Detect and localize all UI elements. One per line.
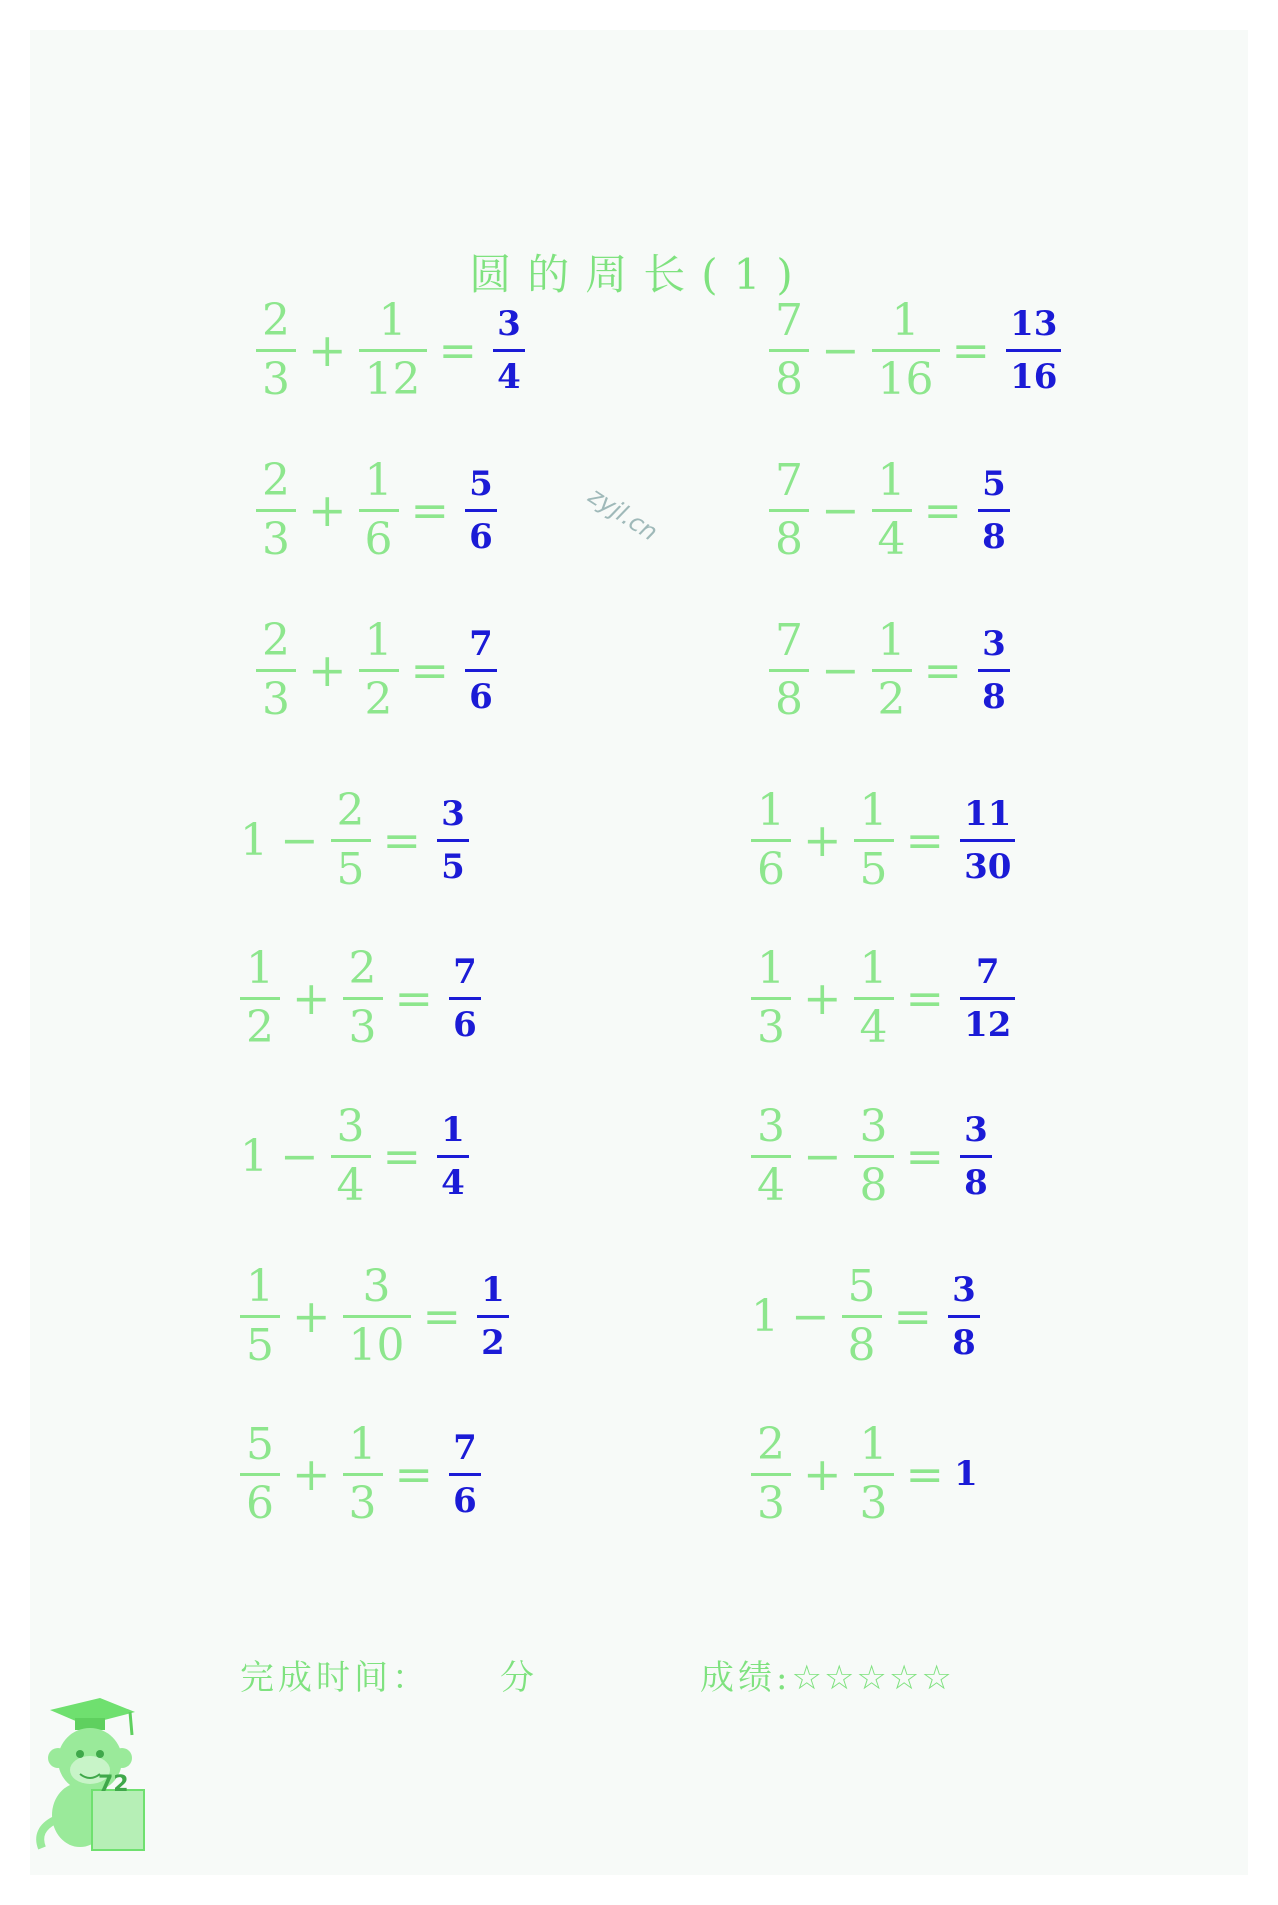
handwritten-answer xyxy=(449,1427,481,1521)
fraction xyxy=(256,294,296,405)
numerator: 3 xyxy=(362,1260,391,1312)
denominator: 5 xyxy=(240,1315,280,1368)
handwritten-answer xyxy=(465,623,497,717)
equation-row xyxy=(747,780,1015,900)
denominator: 12 xyxy=(960,997,1015,1042)
fraction xyxy=(343,1418,383,1529)
numerator: 2 xyxy=(348,942,377,994)
handwritten-answer xyxy=(978,463,1010,557)
operator: = xyxy=(893,1289,933,1343)
numerator: 13 xyxy=(1010,303,1058,344)
numerator: 1 xyxy=(757,784,785,836)
operator: − xyxy=(821,483,860,537)
fraction xyxy=(854,1418,894,1529)
operator: + xyxy=(803,1447,842,1501)
equation-row xyxy=(765,610,1010,730)
numerator: 1 xyxy=(481,1269,505,1310)
handwritten-answer xyxy=(948,1269,980,1363)
numerator: 7 xyxy=(775,614,803,666)
handwritten-answer xyxy=(960,1109,992,1203)
numerator: 1 xyxy=(441,1109,465,1150)
whole-number: 1 xyxy=(240,814,268,866)
operator: = xyxy=(905,1447,945,1501)
handwritten-answer xyxy=(1006,303,1061,397)
fraction xyxy=(359,454,399,565)
denominator: 3 xyxy=(751,997,791,1050)
fraction xyxy=(769,454,809,565)
numerator: 3 xyxy=(497,303,521,344)
operator: = xyxy=(923,483,963,537)
numerator: 2 xyxy=(262,614,290,666)
numerator: 7 xyxy=(975,951,1000,992)
fraction xyxy=(751,784,791,895)
denominator: 5 xyxy=(854,839,894,892)
fraction xyxy=(343,942,383,1053)
denominator: 4 xyxy=(872,509,912,562)
page-title: 圆的周长(1) xyxy=(469,250,809,299)
denominator: 8 xyxy=(960,1155,992,1200)
whole-number: 1 xyxy=(751,1290,779,1342)
whole-number: 1 xyxy=(240,1130,268,1182)
numerator: 2 xyxy=(262,454,290,506)
numerator: 1 xyxy=(348,1418,377,1470)
equation-row xyxy=(747,1414,978,1534)
denominator: 8 xyxy=(842,1315,882,1368)
handwritten-answer xyxy=(477,1269,509,1363)
minutes-label: 分 xyxy=(500,1658,538,1698)
denominator: 10 xyxy=(343,1315,411,1368)
denominator: 2 xyxy=(872,669,912,722)
denominator: 4 xyxy=(493,349,525,394)
numerator: 7 xyxy=(453,1427,477,1468)
denominator: 6 xyxy=(465,509,497,554)
denominator: 4 xyxy=(437,1155,469,1200)
operator: = xyxy=(951,323,991,377)
equation-row xyxy=(747,938,1015,1058)
fraction xyxy=(842,1260,882,1371)
denominator: 8 xyxy=(769,349,809,402)
equation-row xyxy=(236,1256,509,1376)
operator: = xyxy=(410,483,450,537)
monkey-mascot-icon xyxy=(30,1690,150,1855)
equation-row xyxy=(747,1256,980,1376)
page-number: 72 xyxy=(98,1772,129,1797)
operator: + xyxy=(308,643,347,697)
numerator: 5 xyxy=(847,1260,876,1312)
operator: + xyxy=(292,971,331,1025)
numerator: 1 xyxy=(891,294,920,346)
equation-row xyxy=(252,450,497,570)
fraction xyxy=(854,1100,894,1211)
fraction xyxy=(256,614,296,725)
fraction xyxy=(854,784,894,895)
equation-row xyxy=(765,290,1061,410)
numerator: 11 xyxy=(964,793,1012,834)
equation-row xyxy=(236,938,481,1058)
numerator: 3 xyxy=(859,1100,888,1152)
denominator: 8 xyxy=(978,669,1010,714)
numerator: 1 xyxy=(859,942,888,994)
denominator: 12 xyxy=(359,349,427,402)
denominator: 6 xyxy=(465,669,497,714)
handwritten-answer xyxy=(978,623,1010,717)
denominator: 3 xyxy=(256,509,296,562)
fraction xyxy=(854,942,894,1053)
operator: − xyxy=(280,813,319,867)
equation-row xyxy=(252,610,497,730)
numerator: 2 xyxy=(336,784,365,836)
denominator: 2 xyxy=(359,669,399,722)
fraction xyxy=(240,1418,280,1529)
operator: = xyxy=(422,1289,462,1343)
fraction xyxy=(240,942,280,1053)
score-field xyxy=(700,1650,954,1699)
denominator: 5 xyxy=(331,839,371,892)
operator: = xyxy=(394,971,434,1025)
fraction xyxy=(872,614,912,725)
operator: − xyxy=(821,643,860,697)
handwritten-answer xyxy=(465,463,497,557)
denominator: 6 xyxy=(449,997,481,1042)
fraction xyxy=(751,1100,791,1211)
numerator: 3 xyxy=(964,1109,988,1150)
denominator: 8 xyxy=(769,509,809,562)
denominator: 3 xyxy=(256,669,296,722)
fraction xyxy=(872,294,940,405)
score-label: 成绩: xyxy=(700,1658,792,1698)
watermark-text: zyjl.cn xyxy=(583,481,663,547)
denominator: 8 xyxy=(854,1155,894,1208)
numerator: 2 xyxy=(757,1418,785,1470)
fraction xyxy=(769,294,809,405)
operator: = xyxy=(382,1129,422,1183)
denominator: 3 xyxy=(343,1473,383,1526)
operator: + xyxy=(308,483,347,537)
equation-row xyxy=(765,450,1010,570)
denominator: 30 xyxy=(960,839,1015,884)
operator: = xyxy=(905,971,945,1025)
operator: = xyxy=(410,643,450,697)
numerator: 3 xyxy=(336,1100,365,1152)
denominator: 3 xyxy=(256,349,296,402)
operator: + xyxy=(308,323,347,377)
operator: − xyxy=(803,1129,842,1183)
denominator: 8 xyxy=(948,1315,980,1360)
equation-row xyxy=(236,780,469,900)
denominator: 3 xyxy=(343,997,383,1050)
operator: = xyxy=(438,323,478,377)
denominator: 2 xyxy=(240,997,280,1050)
operator: = xyxy=(394,1447,434,1501)
denominator: 5 xyxy=(437,839,469,884)
numerator: 1 xyxy=(246,1260,274,1312)
numerator: 1 xyxy=(364,454,393,506)
operator: + xyxy=(803,971,842,1025)
handwritten-answer xyxy=(449,951,481,1045)
handwritten-answer xyxy=(960,793,1015,887)
numerator: 3 xyxy=(441,793,465,834)
denominator: 8 xyxy=(978,509,1010,554)
numerator: 7 xyxy=(775,294,803,346)
denominator: 6 xyxy=(240,1473,280,1526)
numerator: 1 xyxy=(378,294,407,346)
denominator: 6 xyxy=(359,509,399,562)
handwritten-answer: 1 xyxy=(954,1454,978,1494)
handwritten-answer xyxy=(960,951,1015,1045)
equation-row xyxy=(252,290,525,410)
handwritten-answer xyxy=(437,1109,469,1203)
denominator: 3 xyxy=(854,1473,894,1526)
denominator: 4 xyxy=(854,997,894,1050)
fraction xyxy=(256,454,296,565)
operator: = xyxy=(923,643,963,697)
numerator: 1 xyxy=(364,614,393,666)
numerator: 1 xyxy=(859,784,888,836)
numerator: 3 xyxy=(952,1269,976,1310)
numerator: 1 xyxy=(877,614,906,666)
fraction xyxy=(343,1260,411,1371)
equation-row xyxy=(747,1096,992,1216)
operator: + xyxy=(292,1447,331,1501)
denominator: 6 xyxy=(751,839,791,892)
numerator: 5 xyxy=(246,1418,274,1470)
denominator: 4 xyxy=(331,1155,371,1208)
numerator: 1 xyxy=(246,942,274,994)
denominator: 16 xyxy=(1006,349,1061,394)
equation-row xyxy=(236,1414,481,1534)
worksheet-page xyxy=(30,30,1248,1875)
fraction xyxy=(331,1100,371,1211)
operator: + xyxy=(292,1289,331,1343)
numerator: 7 xyxy=(775,454,803,506)
completion-time-label: 完成时间： xyxy=(240,1658,430,1698)
operator: = xyxy=(905,1129,945,1183)
fraction xyxy=(331,784,371,895)
numerator: 1 xyxy=(757,942,785,994)
denominator: 8 xyxy=(769,669,809,722)
numerator: 5 xyxy=(982,463,1006,504)
handwritten-answer xyxy=(493,303,525,397)
operator: = xyxy=(382,813,422,867)
operator: − xyxy=(280,1129,319,1183)
fraction xyxy=(751,1418,791,1529)
fraction xyxy=(240,1260,280,1371)
numerator: 7 xyxy=(453,951,477,992)
operator: − xyxy=(791,1289,830,1343)
denominator: 2 xyxy=(477,1315,509,1360)
star-rating: ☆☆☆☆☆ xyxy=(791,1658,954,1698)
fraction xyxy=(751,942,791,1053)
fraction xyxy=(872,454,912,565)
numerator: 5 xyxy=(469,463,493,504)
numerator: 1 xyxy=(877,454,906,506)
operator: − xyxy=(821,323,860,377)
denominator: 6 xyxy=(449,1473,481,1518)
handwritten-answer xyxy=(437,793,469,887)
fraction xyxy=(359,294,427,405)
numerator: 7 xyxy=(469,623,493,664)
numerator: 2 xyxy=(262,294,290,346)
equation-row xyxy=(236,1096,469,1216)
denominator: 3 xyxy=(751,1473,791,1526)
fraction xyxy=(769,614,809,725)
denominator: 16 xyxy=(872,349,940,402)
fraction xyxy=(359,614,399,725)
numerator: 1 xyxy=(859,1418,888,1470)
operator: + xyxy=(803,813,842,867)
operator: = xyxy=(905,813,945,867)
denominator: 4 xyxy=(751,1155,791,1208)
numerator: 3 xyxy=(982,623,1006,664)
numerator: 3 xyxy=(757,1100,785,1152)
